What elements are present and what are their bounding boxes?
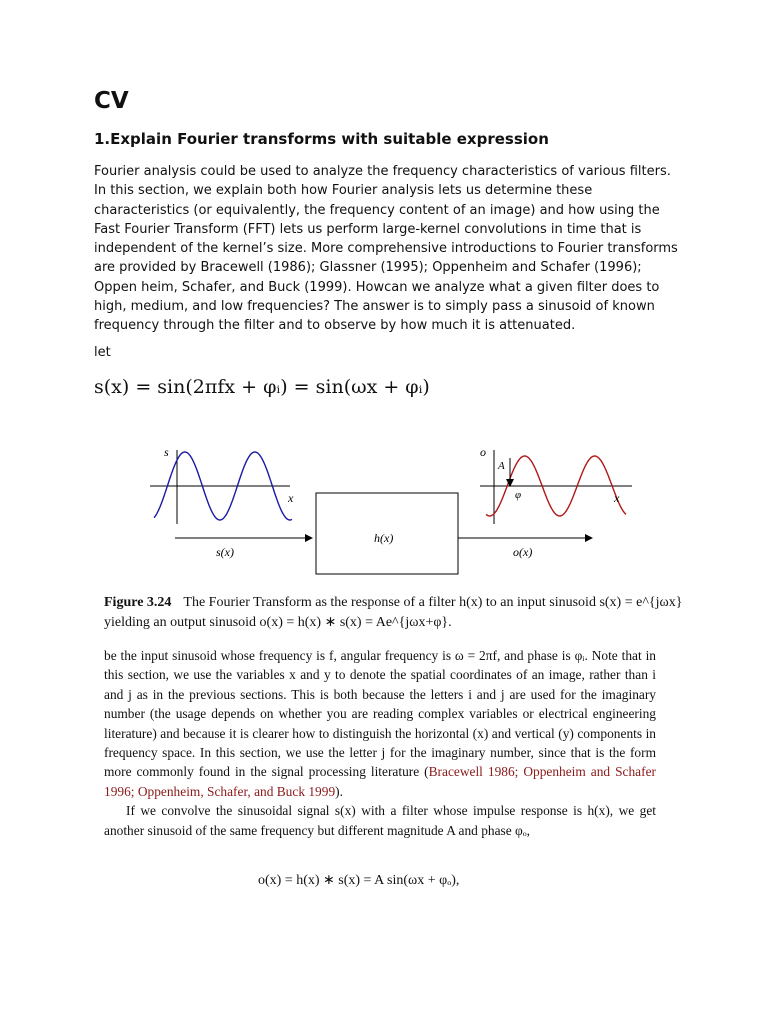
book-paragraph-2: If we convolve the sinusoidal signal s(x) with a filter whose impulse response is h(x), we get another sinusoid of the same frequency but different magnitude A and phase φₒ, [104, 803, 656, 838]
book-paragraph-1-end: ). [335, 783, 343, 799]
caption-text: The Fourier Transform as the response of a filter h(x) to an input sinusoid s(x) = e^{jωx} yielding an output sinusoid o(x) = h(x) ∗ s(x) = Ae^{jωx+φ}. [104, 595, 683, 630]
filter-response-figure [140, 440, 660, 580]
equation-output-sinusoid: o(x) = h(x) ∗ s(x) = A sin(ωx + φₒ), [258, 873, 460, 888]
output-x-label: x [614, 491, 620, 505]
input-x-label: x [288, 491, 294, 505]
question-heading: 1.Explain Fourier transforms with suitable expression [94, 130, 549, 148]
book-excerpt [104, 646, 656, 840]
citation-links[interactable]: Bracewell 1986; Oppenheim and Schafer 1996; Oppenheim, Schafer, and Buck 1999 [104, 764, 656, 799]
output-axis-label: o [480, 445, 486, 459]
input-axis-label: s [164, 445, 169, 459]
intro-paragraph: Fourier analysis could be used to analyze the frequency characteristics of various filters. In this section, we explain both how Fourier analysis lets us determine these characteristics (or equivalently, the frequency content of an image) and how using the Fast Fourier Transform (FFT) lets us perform large-kernel convolutions in time that is independent of the kernel’s size. More comprehensive introductions to Fourier transforms are provided by Bracewell (1986); Glassner (1995); Oppenheim and Schafer (1996); Oppen heim, Schafer, and Buck (1999). Howcan we analyze what a given filter does to high, medium, and low frequencies? The answer is to simply pass a sinusoid of known frequency through the filter and to observe by how much it is attenuated. [94, 164, 678, 334]
let-word: let [94, 345, 111, 360]
equation-input-sinusoid: s(x) = sin(2πfx + φᵢ) = sin(ωx + φᵢ) [94, 376, 430, 398]
caption-label: Figure 3.24 [104, 595, 172, 610]
filter-label: h(x) [374, 531, 394, 545]
output-signal-label: o(x) [513, 545, 533, 559]
page-title: CV [94, 88, 129, 114]
amplitude-label: A [498, 460, 505, 472]
book-paragraph-1-text: be the input sinusoid whose frequency is f, angular frequency is ω = 2πf, and phase is φᵢ. Note that in this section, we use the variables x and y to denote the spatial coordinates of an image, rather than i and j as in the previous sections. This is both because the letters i and j are used for the imaginary number (the usage depends on whether you are reading complex variables or electrical engineering literature) and because it is clearer how to distinguish the horizontal (x) and vertical (y) components in frequency space. In this section, we use the letter j for the imaginary number, since that is the form more commonly found in the signal processing literature ( [104, 648, 656, 780]
phase-label: φ [515, 489, 522, 501]
book-paragraph-1 [104, 646, 656, 801]
input-signal-label: s(x) [216, 545, 234, 559]
figure-caption [104, 593, 694, 633]
